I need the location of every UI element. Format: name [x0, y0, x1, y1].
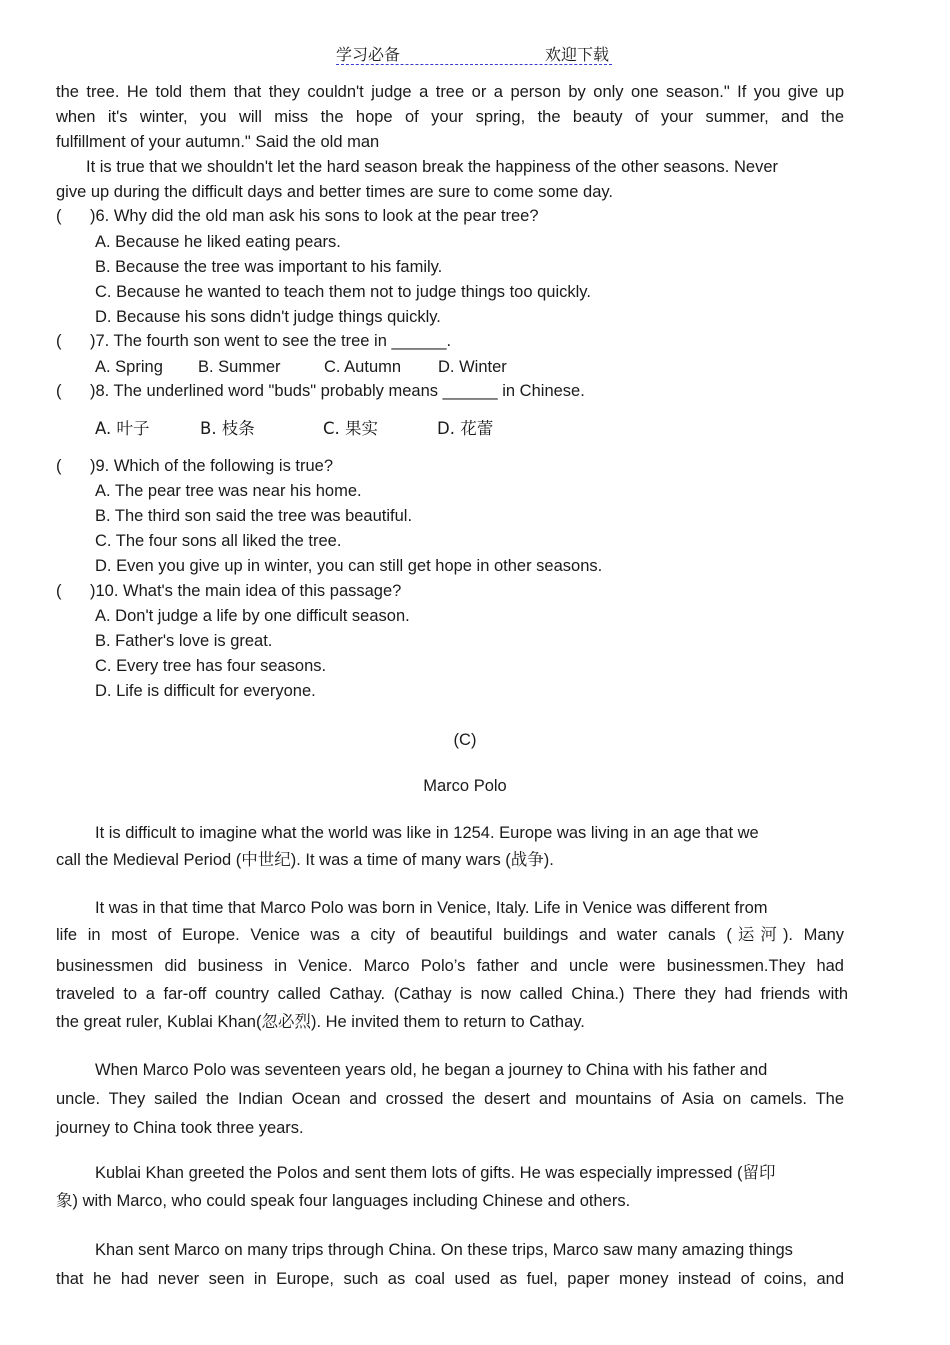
question-text: )6. Why did the old man ask his sons to look at the pear tree? [90, 207, 539, 225]
option: B. The third son said the tree was beautiful. [95, 507, 413, 525]
question-text: )9. Which of the following is true? [90, 457, 334, 475]
option: C. The four sons all liked the tree. [95, 532, 342, 550]
option: C. Autumn [324, 358, 402, 376]
question-text: )8. The underlined word "buds" probably means ______ in Chinese. [90, 382, 585, 400]
story-line: when it's winter, you will miss the hope of your spring, the beauty of your summer, and the [56, 108, 844, 126]
passage-line: journey to China took three years. [56, 1119, 304, 1137]
header-right-text: 欢迎下载 [544, 45, 609, 64]
passage-line: It is difficult to imagine what the world was like in 1254. Europe was living in an age that we [95, 824, 759, 842]
passage-line: 象) with Marco, who could speak four languages including Chinese and others. [56, 1192, 631, 1210]
option: B. Summer [198, 358, 281, 376]
option: A. 叶子 [95, 419, 150, 438]
answer-blank[interactable]: ( [56, 332, 62, 350]
option: A. Don't judge a life by one difficult season. [95, 607, 410, 625]
story-line: It is true that we shouldn't let the hard season break the happiness of the other seasons. Never [86, 158, 778, 176]
story-line: give up during the difficult days and better times are sure to come some day. [56, 183, 614, 201]
passage-line: It was in that time that Marco Polo was born in Venice, Italy. Life in Venice was different from [95, 899, 768, 917]
passage-line: call the Medieval Period (中世纪). It was a time of many wars (战争). [56, 851, 554, 869]
passage-line: that he had never seen in Europe, such as coal used as fuel, paper money instead of coins, and [56, 1270, 844, 1288]
option: C. Because he wanted to teach them not to judge things too quickly. [95, 283, 591, 301]
option: B. Father's love is great. [95, 632, 273, 650]
passage-line: Khan sent Marco on many trips through China. On these trips, Marco saw many amazing things [95, 1241, 793, 1259]
question-text: )7. The fourth son went to see the tree in ______. [90, 332, 452, 350]
header-left-text: 学习必备 [336, 45, 401, 64]
passage-line: When Marco Polo was seventeen years old, he began a journey to China with his father and [95, 1061, 768, 1079]
option: D. Life is difficult for everyone. [95, 682, 316, 700]
section-label: (C) [453, 731, 477, 749]
story-line: the tree. He told them that they couldn't judge a tree or a person by only one season." If you give up [56, 83, 844, 101]
passage-line: Kublai Khan greeted the Polos and sent them lots of gifts. He was especially impressed (留印 [95, 1164, 776, 1182]
passage-line: the great ruler, Kublai Khan(忽必烈). He invited them to return to Cathay. [56, 1013, 585, 1031]
option: D. Winter [438, 358, 507, 376]
option: D. Even you give up in winter, you can still get hope in other seasons. [95, 557, 603, 575]
option: D. 花蕾 [437, 419, 494, 438]
option: D. Because his sons didn't judge things quickly. [95, 308, 441, 326]
passage-line: traveled to a far-off country called Cathay. (Cathay is now called China.) There they had friends with [56, 985, 848, 1003]
passage-title: Marco Polo [423, 777, 507, 795]
answer-blank[interactable]: ( [56, 382, 62, 400]
story-line: fulfillment of your autumn." Said the old man [56, 133, 380, 151]
answer-blank[interactable]: ( [56, 207, 62, 225]
page-header [336, 42, 612, 65]
answer-blank[interactable]: ( [56, 457, 62, 475]
option: A. Spring [95, 358, 163, 376]
answer-blank[interactable]: ( [56, 582, 62, 600]
passage-line: life in most of Europe. Venice was a city of beautiful buildings and water canals (运河). Many [56, 926, 844, 944]
option: B. 枝条 [200, 419, 255, 438]
passage-line: businessmen did business in Venice. Marco Polo’s father and uncle were businessmen.They had [56, 957, 844, 975]
passage-line: uncle. They sailed the Indian Ocean and crossed the desert and mountains of Asia on camels. The [56, 1090, 844, 1108]
option: A. Because he liked eating pears. [95, 233, 341, 251]
option: B. Because the tree was important to his family. [95, 258, 443, 276]
option: C. Every tree has four seasons. [95, 657, 327, 675]
question-text: )10. What's the main idea of this passage? [90, 582, 402, 600]
option: A. The pear tree was near his home. [95, 482, 362, 500]
option: C. 果实 [323, 419, 379, 438]
